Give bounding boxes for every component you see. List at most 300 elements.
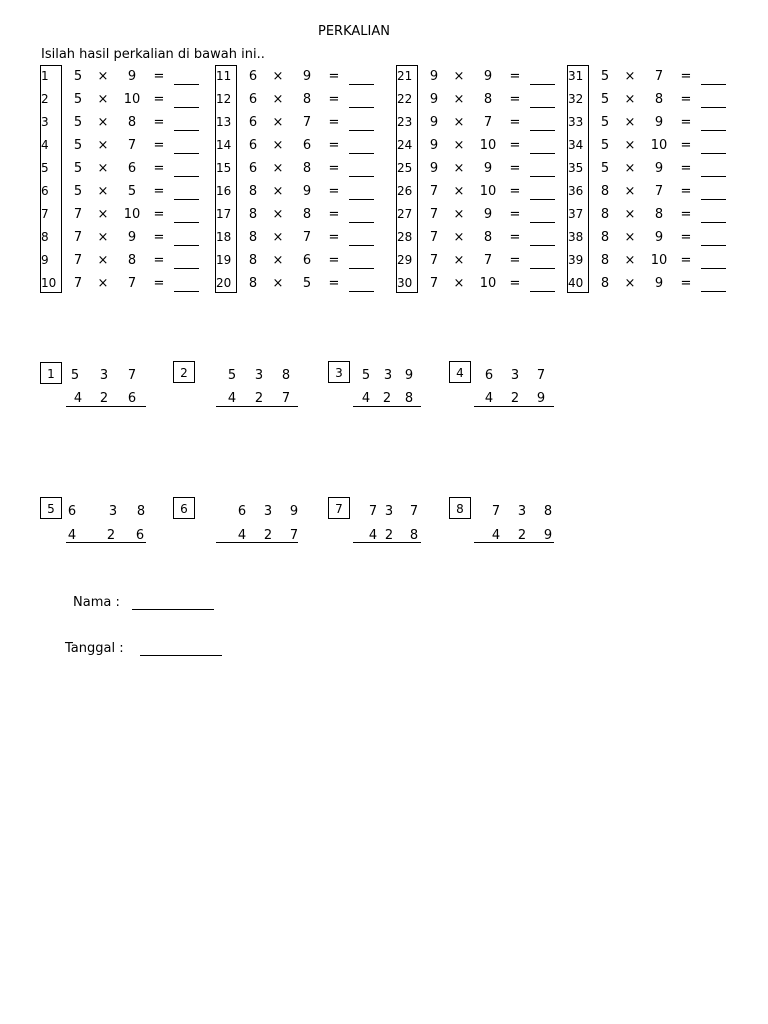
problem-number: 20 <box>216 276 232 290</box>
problem-number: 7 <box>41 207 49 221</box>
times-sign: × <box>624 230 636 245</box>
top-digit: 3 <box>99 368 109 383</box>
top-digit: 5 <box>361 368 371 383</box>
top-digit: 8 <box>136 504 146 519</box>
top-digit: 7 <box>409 504 419 519</box>
times-sign: × <box>97 138 109 153</box>
bottom-digit: 4 <box>227 391 237 406</box>
equals-sign: = <box>328 207 340 222</box>
times-sign: × <box>97 115 109 130</box>
date-label: Tanggal : <box>65 641 124 656</box>
equals-sign: = <box>509 138 521 153</box>
problem-number: 30 <box>397 276 413 290</box>
factor-b: 7 <box>483 115 493 130</box>
problem-number: 3 <box>41 115 49 129</box>
vertical-problem-number: 5 <box>40 497 62 519</box>
page-title: PERKALIAN <box>318 24 390 39</box>
answer-blank[interactable] <box>174 88 199 108</box>
sum-underline <box>474 406 554 407</box>
factor-b: 10 <box>650 138 668 153</box>
problem-number: 34 <box>568 138 584 152</box>
factor-a: 8 <box>248 230 258 245</box>
factor-a: 7 <box>429 276 439 291</box>
factor-b: 10 <box>123 207 141 222</box>
top-digit: 7 <box>127 368 137 383</box>
factor-a: 7 <box>73 230 83 245</box>
equals-sign: = <box>509 69 521 84</box>
equals-sign: = <box>153 253 165 268</box>
bottom-digit: 9 <box>543 528 553 543</box>
problem-number: 22 <box>397 92 413 106</box>
answer-blank[interactable] <box>530 272 555 292</box>
top-digit: 3 <box>384 504 394 519</box>
problem-number: 6 <box>41 184 49 198</box>
equals-sign: = <box>509 92 521 107</box>
factor-a: 6 <box>248 69 258 84</box>
problem-number: 8 <box>41 230 49 244</box>
factor-b: 8 <box>127 253 137 268</box>
factor-b: 8 <box>483 230 493 245</box>
top-digit: 7 <box>368 504 378 519</box>
factor-b: 9 <box>127 69 137 84</box>
problem-number: 33 <box>568 115 584 129</box>
times-sign: × <box>272 92 284 107</box>
problem-number: 2 <box>41 92 49 106</box>
equals-sign: = <box>509 184 521 199</box>
answer-blank[interactable] <box>530 226 555 246</box>
sum-underline <box>216 406 298 407</box>
problem-number: 23 <box>397 115 413 129</box>
problem-number: 35 <box>568 161 584 175</box>
bottom-digit: 8 <box>404 391 414 406</box>
vertical-problem-number: 8 <box>449 497 471 519</box>
times-sign: × <box>97 184 109 199</box>
factor-a: 5 <box>73 92 83 107</box>
answer-blank[interactable] <box>701 249 726 269</box>
equals-sign: = <box>509 276 521 291</box>
equals-sign: = <box>328 138 340 153</box>
answer-blank[interactable] <box>701 88 726 108</box>
factor-b: 6 <box>127 161 137 176</box>
times-sign: × <box>453 276 465 291</box>
bottom-digit: 7 <box>289 528 299 543</box>
vertical-problem-number: 7 <box>328 497 350 519</box>
times-sign: × <box>272 253 284 268</box>
problem-number: 24 <box>397 138 413 152</box>
factor-b: 8 <box>302 92 312 107</box>
bottom-digit: 8 <box>409 528 419 543</box>
times-sign: × <box>624 92 636 107</box>
problem-number: 36 <box>568 184 584 198</box>
problem-number: 25 <box>397 161 413 175</box>
factor-b: 6 <box>302 253 312 268</box>
factor-a: 8 <box>248 276 258 291</box>
factor-b: 8 <box>654 92 664 107</box>
equals-sign: = <box>328 161 340 176</box>
times-sign: × <box>453 184 465 199</box>
name-answer-line[interactable] <box>132 609 214 610</box>
equals-sign: = <box>680 253 692 268</box>
factor-a: 8 <box>600 230 610 245</box>
factor-b: 7 <box>302 115 312 130</box>
bottom-digit: 2 <box>106 528 116 543</box>
equals-sign: = <box>680 184 692 199</box>
problem-number: 9 <box>41 253 49 267</box>
factor-a: 6 <box>248 138 258 153</box>
factor-a: 7 <box>429 207 439 222</box>
top-digit: 5 <box>227 368 237 383</box>
problem-number: 14 <box>216 138 232 152</box>
answer-blank[interactable] <box>174 226 199 246</box>
vertical-problem-number: 2 <box>173 361 195 383</box>
times-sign: × <box>624 115 636 130</box>
factor-b: 10 <box>479 184 497 199</box>
factor-b: 9 <box>654 230 664 245</box>
sum-underline <box>474 542 554 543</box>
sum-underline <box>66 406 146 407</box>
factor-a: 5 <box>600 69 610 84</box>
top-digit: 9 <box>289 504 299 519</box>
bottom-digit: 4 <box>73 391 83 406</box>
times-sign: × <box>453 138 465 153</box>
bottom-digit: 2 <box>99 391 109 406</box>
times-sign: × <box>272 207 284 222</box>
equals-sign: = <box>680 69 692 84</box>
answer-blank[interactable] <box>701 272 726 292</box>
times-sign: × <box>453 207 465 222</box>
equals-sign: = <box>153 138 165 153</box>
top-digit: 6 <box>67 504 77 519</box>
factor-b: 8 <box>127 115 137 130</box>
times-sign: × <box>272 276 284 291</box>
factor-b: 5 <box>302 276 312 291</box>
equals-sign: = <box>328 276 340 291</box>
answer-blank[interactable] <box>349 111 374 131</box>
times-sign: × <box>453 230 465 245</box>
bottom-digit: 2 <box>384 528 394 543</box>
answer-blank[interactable] <box>174 157 199 177</box>
problem-number: 4 <box>41 138 49 152</box>
factor-a: 9 <box>429 69 439 84</box>
top-digit: 3 <box>108 504 118 519</box>
factor-a: 7 <box>73 253 83 268</box>
answer-blank[interactable] <box>174 249 199 269</box>
problem-number: 16 <box>216 184 232 198</box>
factor-a: 8 <box>600 253 610 268</box>
top-digit: 9 <box>404 368 414 383</box>
equals-sign: = <box>680 92 692 107</box>
factor-b: 9 <box>654 161 664 176</box>
sum-underline <box>216 542 298 543</box>
answer-blank[interactable] <box>349 180 374 200</box>
problem-number: 11 <box>216 69 232 83</box>
factor-b: 10 <box>479 138 497 153</box>
times-sign: × <box>272 69 284 84</box>
factor-a: 9 <box>429 92 439 107</box>
equals-sign: = <box>153 230 165 245</box>
times-sign: × <box>453 69 465 84</box>
factor-a: 5 <box>600 138 610 153</box>
times-sign: × <box>453 253 465 268</box>
factor-b: 8 <box>302 161 312 176</box>
factor-a: 8 <box>600 276 610 291</box>
answer-blank[interactable] <box>349 88 374 108</box>
answer-blank[interactable] <box>349 203 374 223</box>
bottom-digit: 6 <box>135 528 145 543</box>
times-sign: × <box>97 253 109 268</box>
times-sign: × <box>624 69 636 84</box>
factor-a: 5 <box>600 161 610 176</box>
top-digit: 3 <box>263 504 273 519</box>
bottom-digit: 6 <box>127 391 137 406</box>
answer-blank[interactable] <box>174 272 199 292</box>
factor-a: 8 <box>248 253 258 268</box>
top-digit: 3 <box>254 368 264 383</box>
times-sign: × <box>97 92 109 107</box>
vertical-problem-number: 3 <box>328 361 350 383</box>
sum-underline <box>353 542 421 543</box>
equals-sign: = <box>328 184 340 199</box>
equals-sign: = <box>680 161 692 176</box>
factor-a: 5 <box>600 92 610 107</box>
times-sign: × <box>624 138 636 153</box>
answer-blank[interactable] <box>349 134 374 154</box>
equals-sign: = <box>509 253 521 268</box>
answer-blank[interactable] <box>349 249 374 269</box>
factor-a: 7 <box>429 230 439 245</box>
times-sign: × <box>624 207 636 222</box>
factor-a: 8 <box>600 184 610 199</box>
equals-sign: = <box>680 207 692 222</box>
answer-blank[interactable] <box>701 226 726 246</box>
times-sign: × <box>97 161 109 176</box>
answer-blank[interactable] <box>701 65 726 85</box>
factor-a: 8 <box>248 207 258 222</box>
sum-underline <box>66 542 146 543</box>
sum-underline <box>353 406 421 407</box>
factor-b: 8 <box>654 207 664 222</box>
bottom-digit: 2 <box>263 528 273 543</box>
top-digit: 8 <box>543 504 553 519</box>
equals-sign: = <box>153 69 165 84</box>
problem-number: 18 <box>216 230 232 244</box>
answer-blank[interactable] <box>174 134 199 154</box>
factor-b: 9 <box>483 161 493 176</box>
bottom-digit: 4 <box>491 528 501 543</box>
factor-a: 5 <box>73 69 83 84</box>
times-sign: × <box>624 276 636 291</box>
answer-blank[interactable] <box>530 65 555 85</box>
bottom-digit: 4 <box>237 528 247 543</box>
problem-number: 29 <box>397 253 413 267</box>
answer-blank[interactable] <box>174 180 199 200</box>
answer-blank[interactable] <box>349 157 374 177</box>
equals-sign: = <box>153 207 165 222</box>
answer-blank[interactable] <box>174 111 199 131</box>
factor-b: 7 <box>483 253 493 268</box>
answer-blank[interactable] <box>349 65 374 85</box>
factor-a: 5 <box>73 161 83 176</box>
factor-a: 8 <box>600 207 610 222</box>
bottom-digit: 4 <box>361 391 371 406</box>
answer-blank[interactable] <box>530 249 555 269</box>
equals-sign: = <box>509 115 521 130</box>
equals-sign: = <box>680 138 692 153</box>
equals-sign: = <box>680 276 692 291</box>
factor-b: 9 <box>654 115 664 130</box>
top-digit: 3 <box>517 504 527 519</box>
factor-a: 5 <box>73 115 83 130</box>
answer-blank[interactable] <box>701 134 726 154</box>
equals-sign: = <box>680 230 692 245</box>
factor-b: 9 <box>654 276 664 291</box>
times-sign: × <box>453 92 465 107</box>
problem-number: 28 <box>397 230 413 244</box>
answer-blank[interactable] <box>530 157 555 177</box>
answer-blank[interactable] <box>530 134 555 154</box>
top-digit: 8 <box>281 368 291 383</box>
bottom-digit: 2 <box>510 391 520 406</box>
factor-a: 5 <box>600 115 610 130</box>
times-sign: × <box>97 230 109 245</box>
bottom-digit: 4 <box>67 528 77 543</box>
date-answer-line[interactable] <box>140 655 222 656</box>
problem-number: 26 <box>397 184 413 198</box>
factor-b: 6 <box>302 138 312 153</box>
factor-b: 10 <box>650 253 668 268</box>
factor-b: 9 <box>302 184 312 199</box>
factor-a: 5 <box>73 184 83 199</box>
bottom-digit: 2 <box>382 391 392 406</box>
answer-blank[interactable] <box>701 180 726 200</box>
factor-a: 7 <box>73 276 83 291</box>
factor-b: 7 <box>654 184 664 199</box>
answer-blank[interactable] <box>701 111 726 131</box>
vertical-problem-number: 4 <box>449 361 471 383</box>
factor-a: 8 <box>248 184 258 199</box>
factor-b: 7 <box>654 69 664 84</box>
answer-blank[interactable] <box>530 111 555 131</box>
answer-blank[interactable] <box>701 157 726 177</box>
answer-blank[interactable] <box>349 272 374 292</box>
equals-sign: = <box>328 115 340 130</box>
answer-blank[interactable] <box>174 203 199 223</box>
factor-b: 9 <box>302 69 312 84</box>
problem-number: 39 <box>568 253 584 267</box>
bottom-digit: 4 <box>484 391 494 406</box>
top-digit: 6 <box>484 368 494 383</box>
problem-number: 27 <box>397 207 413 221</box>
equals-sign: = <box>153 161 165 176</box>
factor-a: 9 <box>429 138 439 153</box>
bottom-digit: 2 <box>254 391 264 406</box>
answer-blank[interactable] <box>349 226 374 246</box>
factor-a: 9 <box>429 115 439 130</box>
problem-number: 10 <box>41 276 57 290</box>
bottom-digit: 7 <box>281 391 291 406</box>
equals-sign: = <box>328 230 340 245</box>
times-sign: × <box>97 69 109 84</box>
problem-number: 17 <box>216 207 232 221</box>
factor-b: 5 <box>127 184 137 199</box>
top-digit: 3 <box>510 368 520 383</box>
equals-sign: = <box>680 115 692 130</box>
answer-blank[interactable] <box>174 65 199 85</box>
top-digit: 7 <box>536 368 546 383</box>
factor-a: 6 <box>248 161 258 176</box>
problem-number: 19 <box>216 253 232 267</box>
times-sign: × <box>97 207 109 222</box>
factor-b: 8 <box>302 207 312 222</box>
answer-blank[interactable] <box>701 203 726 223</box>
times-sign: × <box>97 276 109 291</box>
equals-sign: = <box>153 276 165 291</box>
factor-b: 7 <box>127 276 137 291</box>
factor-b: 9 <box>127 230 137 245</box>
problem-number: 32 <box>568 92 584 106</box>
equals-sign: = <box>509 161 521 176</box>
factor-b: 10 <box>123 92 141 107</box>
equals-sign: = <box>328 69 340 84</box>
equals-sign: = <box>153 184 165 199</box>
problem-number: 5 <box>41 161 49 175</box>
equals-sign: = <box>509 207 521 222</box>
top-digit: 7 <box>491 504 501 519</box>
equals-sign: = <box>328 253 340 268</box>
times-sign: × <box>453 161 465 176</box>
factor-a: 7 <box>429 253 439 268</box>
factor-a: 7 <box>73 207 83 222</box>
top-digit: 6 <box>237 504 247 519</box>
factor-b: 8 <box>483 92 493 107</box>
vertical-problem-number: 6 <box>173 497 195 519</box>
problem-number: 15 <box>216 161 232 175</box>
bottom-digit: 4 <box>368 528 378 543</box>
bottom-digit: 9 <box>536 391 546 406</box>
answer-blank[interactable] <box>530 88 555 108</box>
answer-blank[interactable] <box>530 203 555 223</box>
factor-b: 9 <box>483 207 493 222</box>
bottom-digit: 2 <box>517 528 527 543</box>
problem-number: 1 <box>41 69 49 83</box>
equals-sign: = <box>153 115 165 130</box>
factor-b: 9 <box>483 69 493 84</box>
times-sign: × <box>624 184 636 199</box>
problem-number: 40 <box>568 276 584 290</box>
problem-number: 38 <box>568 230 584 244</box>
equals-sign: = <box>328 92 340 107</box>
times-sign: × <box>272 184 284 199</box>
problem-number: 31 <box>568 69 584 83</box>
times-sign: × <box>624 161 636 176</box>
times-sign: × <box>272 138 284 153</box>
equals-sign: = <box>509 230 521 245</box>
times-sign: × <box>453 115 465 130</box>
times-sign: × <box>624 253 636 268</box>
times-sign: × <box>272 230 284 245</box>
problem-number: 37 <box>568 207 584 221</box>
times-sign: × <box>272 115 284 130</box>
answer-blank[interactable] <box>530 180 555 200</box>
factor-b: 7 <box>302 230 312 245</box>
factor-a: 9 <box>429 161 439 176</box>
factor-b: 7 <box>127 138 137 153</box>
problem-number: 13 <box>216 115 232 129</box>
factor-a: 7 <box>429 184 439 199</box>
factor-a: 5 <box>73 138 83 153</box>
factor-a: 6 <box>248 92 258 107</box>
vertical-problem-number: 1 <box>40 362 62 384</box>
